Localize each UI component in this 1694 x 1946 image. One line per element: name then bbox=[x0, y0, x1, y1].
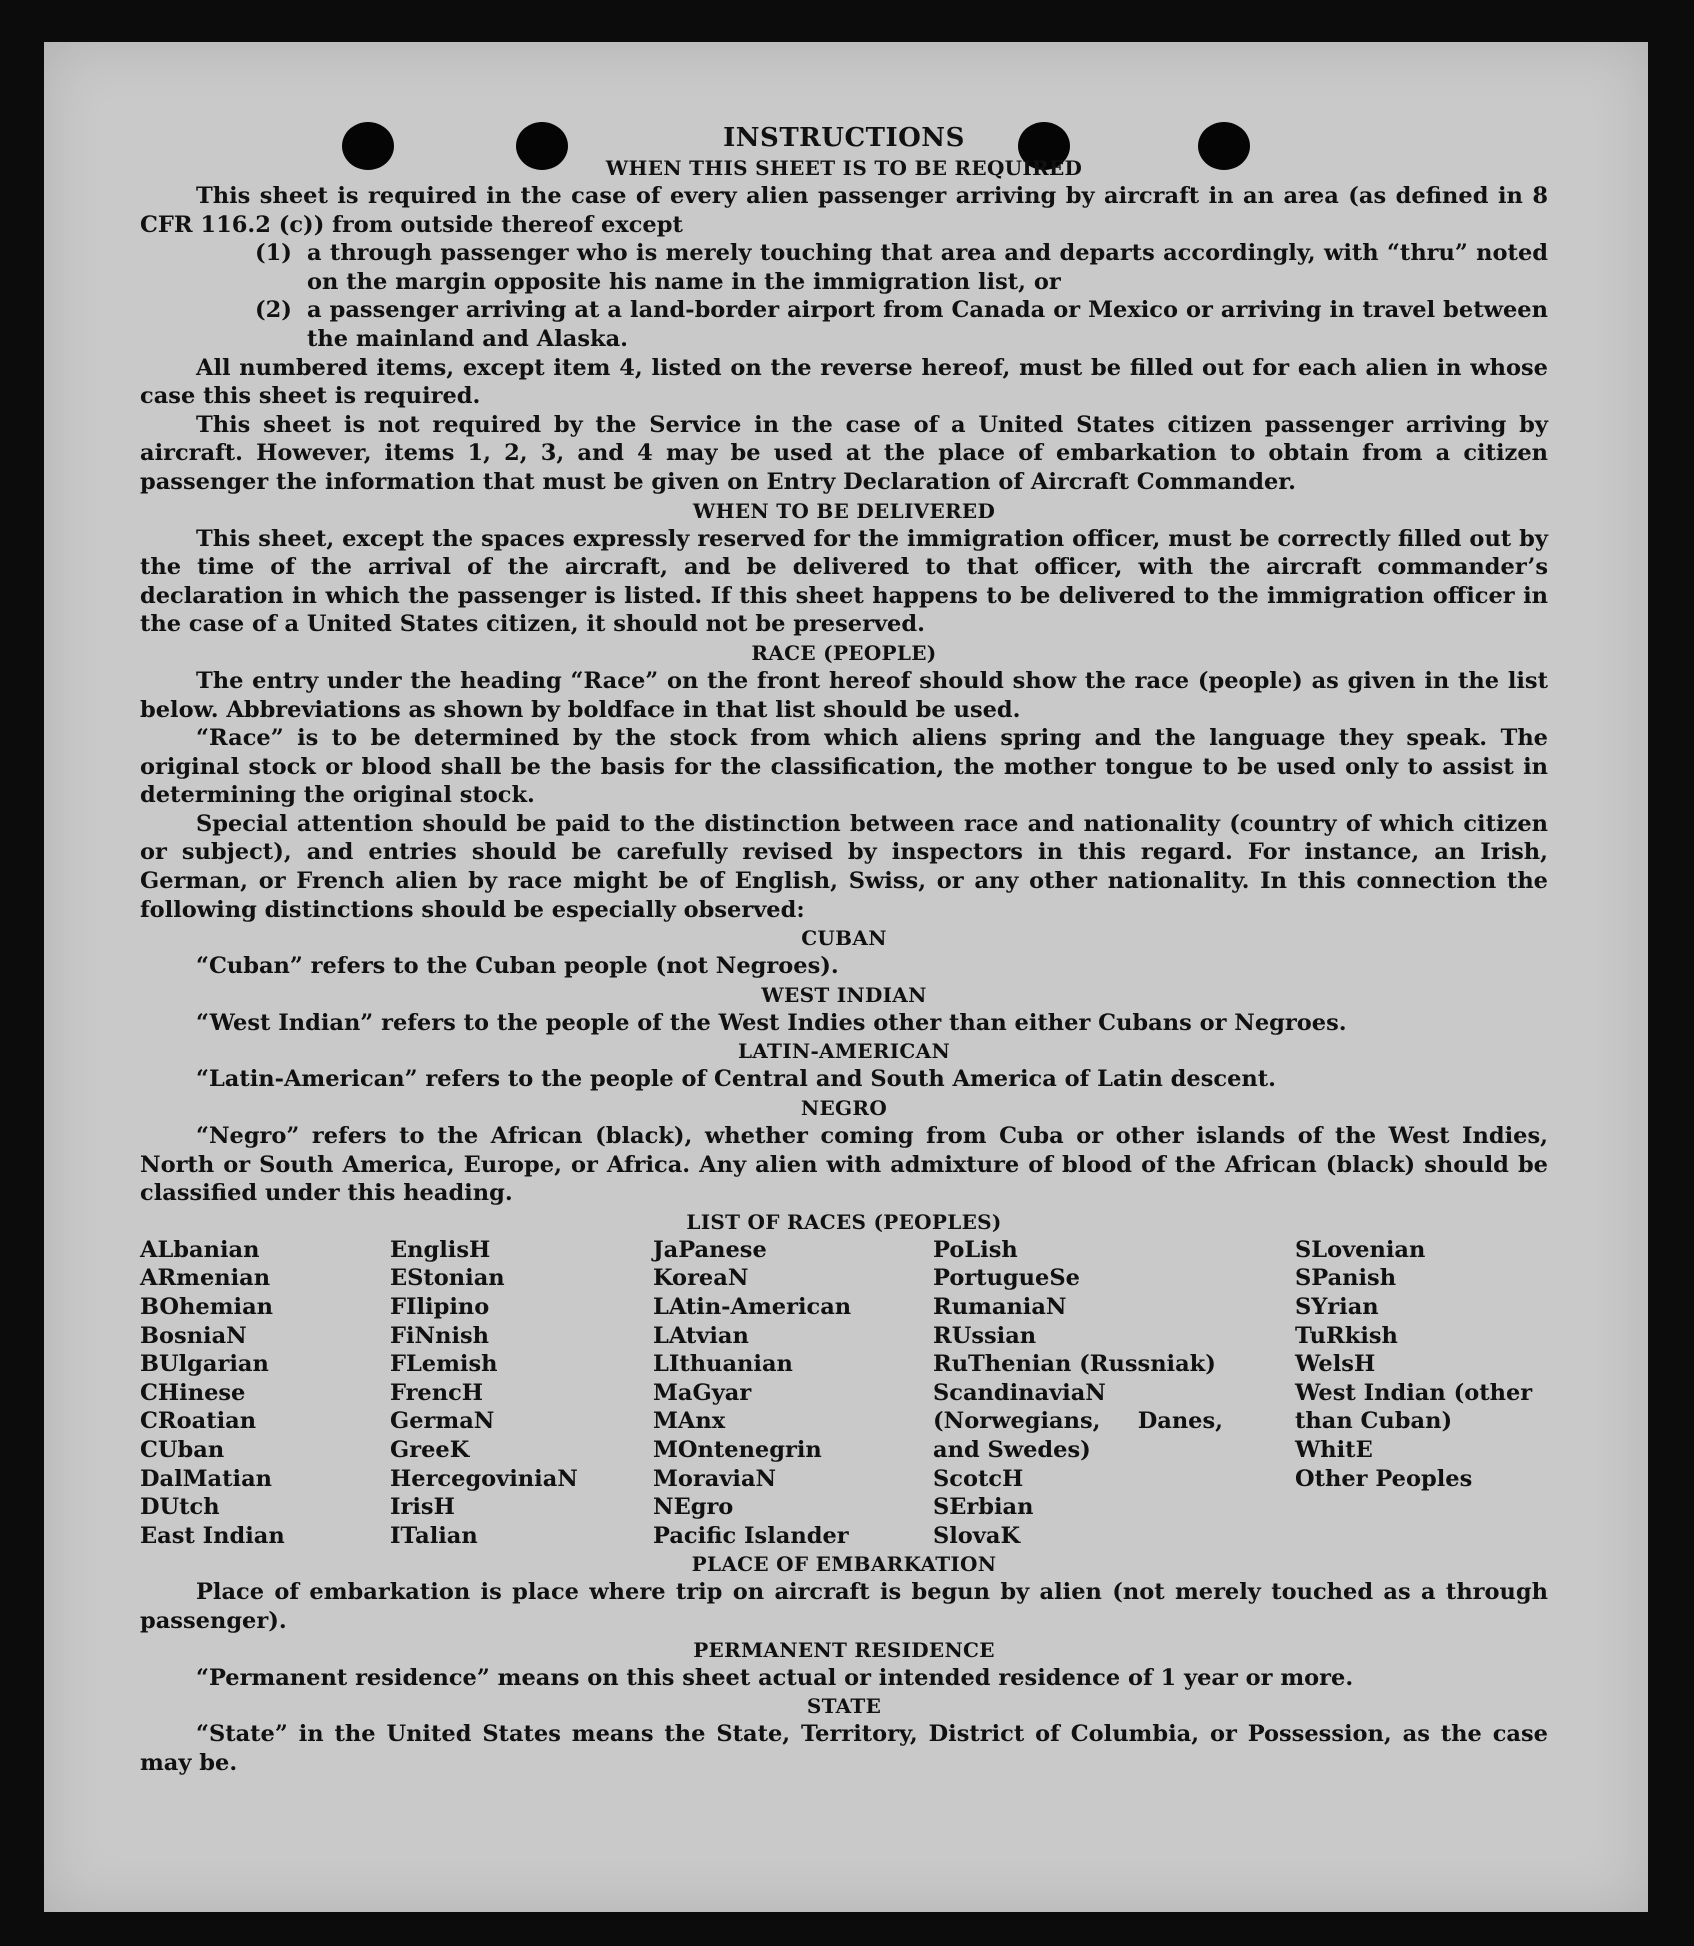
race-entry: JaPanese bbox=[653, 1236, 767, 1263]
race-paragraph: The entry under the heading “Race” on the front hereof should show the race (people) as given in the list below. Abbreviations as shown by boldface in that list should be used. bbox=[140, 667, 1548, 723]
races-column-1 bbox=[140, 1236, 390, 1551]
west-indian-definition: “West Indian” refers to the people of the West Indies other than either Cubans or Negroes. bbox=[196, 1009, 1347, 1036]
race-paragraph: Special attention should be paid to the distinction between race and nationality (country of which citizen or subject), and entries should be carefully revised by inspectors in this regard. For instance, an Irish, German, or French alien by race might be of English, Swiss, or any other nationality. In this connection the following distinctions should be especially observed: bbox=[140, 810, 1548, 923]
race-entry: PoLish bbox=[933, 1236, 1018, 1263]
section-heading-embarkation: PLACE OF EMBARKATION bbox=[691, 1552, 997, 1577]
exception-text: a passenger arriving at a land-border airport from Canada or Mexico or arriving in travel between the mainland and Alaska. bbox=[307, 297, 1548, 352]
negro-definition: “Negro” refers to the African (black), whether coming from Cuba or other islands of the West Indies, North or South America, Europe, or Africa. Any alien with admixture of blood of the African (black) should be classified under this heading. bbox=[140, 1123, 1548, 1207]
race-entry: SPanish bbox=[1295, 1265, 1397, 1292]
exception-text: a through passenger who is merely touching that area and departs accordingly, with “thru” noted on the margin opposite his name in the immigration list, or bbox=[307, 240, 1548, 295]
section-heading-required: WHEN THIS SHEET IS TO BE REQUIRED bbox=[605, 156, 1083, 180]
races-column-2 bbox=[390, 1236, 653, 1551]
cuban-definition: “Cuban” refers to the Cuban people (not Negroes). bbox=[196, 953, 839, 980]
race-entry: SLovenian bbox=[1295, 1236, 1426, 1263]
exception-item bbox=[140, 239, 1548, 296]
race-entry: ITalian bbox=[390, 1522, 478, 1549]
race-entry: LAtin-American bbox=[653, 1294, 852, 1320]
race-entry: East Indian bbox=[140, 1522, 285, 1549]
race-entry: SlovaK bbox=[933, 1522, 1021, 1549]
numbered-items-paragraph: All numbered items, except item 4, listed on the reverse hereof, must be filled out for each alien in whose case this sheet is required. bbox=[140, 354, 1548, 410]
races-column-4 bbox=[933, 1236, 1223, 1551]
page-title: INSTRUCTIONS bbox=[723, 123, 965, 153]
race-entry: RumaniaN bbox=[933, 1294, 1067, 1320]
race-entry: DUtch bbox=[140, 1494, 220, 1521]
race-entry: EnglisH bbox=[390, 1236, 491, 1263]
exception-number: (1) bbox=[255, 240, 292, 267]
race-entry: Pacific Islander bbox=[653, 1522, 849, 1549]
delivered-paragraph: This sheet, except the spaces expressly reserved for the immigration officer, must be correctly filled out by the time of the arrival of the aircraft, and be delivered to that officer, with the aircraft commander’s declaration in which the passenger is listed. If this sheet happens to be delivered to the immigration officer in the case of a United States citizen, it should not be preserved. bbox=[140, 525, 1548, 638]
race-entry: LIthuanian bbox=[653, 1351, 793, 1378]
race-entry: GermaN bbox=[390, 1408, 495, 1435]
race-entry: GreeK bbox=[390, 1436, 470, 1463]
race-entry: DalMatian bbox=[140, 1465, 273, 1492]
residence-definition: “Permanent residence” means on this sheet actual or intended residence of 1 year or more. bbox=[196, 1664, 1354, 1691]
race-entry: KoreaN bbox=[653, 1265, 749, 1292]
race-entry: RUssian bbox=[933, 1322, 1037, 1349]
latin-american-definition: “Latin-American” refers to the people of Central and South America of Latin descent. bbox=[196, 1066, 1276, 1093]
race-entry: CUban bbox=[140, 1436, 225, 1463]
race-entry: MoraviaN bbox=[653, 1465, 777, 1492]
section-heading-cuban: CUBAN bbox=[801, 926, 887, 951]
race-entry: NEgro bbox=[653, 1494, 734, 1521]
race-entry: Other Peoples bbox=[1295, 1465, 1473, 1492]
race-entry: ScandinaviaN (Norwegians, Danes, and Swedes) bbox=[933, 1379, 1223, 1463]
race-entry: MOntenegrin bbox=[653, 1436, 822, 1463]
race-entry: WhitE bbox=[1295, 1436, 1373, 1463]
section-heading-negro: NEGRO bbox=[800, 1096, 888, 1121]
races-column-3 bbox=[653, 1236, 933, 1551]
race-entry: IrisH bbox=[390, 1494, 455, 1521]
instructions-content bbox=[140, 122, 1548, 1777]
race-entry: ALbanian bbox=[140, 1236, 260, 1263]
section-heading-west-indian: WEST INDIAN bbox=[761, 982, 927, 1007]
race-entry: FiNnish bbox=[390, 1322, 490, 1349]
race-entry: BosniaN bbox=[140, 1322, 247, 1349]
race-entry: FIlipino bbox=[390, 1294, 490, 1320]
race-paragraph: “Race” is to be determined by the stock from which aliens spring and the language they speak. The original stock or blood shall be the basis for the classification, the mother tongue to be used only to assist in determining the original stock. bbox=[140, 725, 1548, 809]
section-heading-race: RACE (PEOPLE) bbox=[751, 640, 937, 665]
exception-number: (2) bbox=[255, 297, 292, 324]
race-entry: WelsH bbox=[1295, 1351, 1376, 1378]
race-entry: FrencH bbox=[390, 1379, 484, 1406]
race-entry: LAtvian bbox=[653, 1322, 749, 1349]
race-entry: BOhemian bbox=[140, 1294, 274, 1320]
citizen-paragraph: This sheet is not required by the Service in the case of a United States citizen passenger arriving by aircraft. However, items 1, 2, 3, and 4 may be used at the place of embarkation to obtain from a citizen passenger the information that must be given on Entry Declaration of Aircraft Commander. bbox=[140, 411, 1548, 495]
section-heading-list: LIST OF RACES (PEOPLES) bbox=[686, 1209, 1002, 1234]
exception-item bbox=[140, 296, 1548, 353]
race-entry: ARmenian bbox=[140, 1265, 271, 1292]
race-entry: SErbian bbox=[933, 1494, 1034, 1521]
section-heading-residence: PERMANENT RESIDENCE bbox=[693, 1637, 995, 1662]
race-entry: CHinese bbox=[140, 1379, 246, 1406]
section-heading-latin-american: LATIN-AMERICAN bbox=[737, 1039, 951, 1064]
race-entry: MAnx bbox=[653, 1408, 726, 1435]
required-paragraph: This sheet is required in the case of every alien passenger arriving by aircraft in an area (as defined in 8 CFR 116.2 (c)) from outside thereof except bbox=[140, 183, 1548, 238]
race-entry: HercegoviniaN bbox=[390, 1465, 578, 1492]
section-heading-delivered: WHEN TO BE DELIVERED bbox=[692, 498, 996, 523]
race-entry: West Indian (other than Cuban) bbox=[1295, 1379, 1533, 1435]
race-entry: CRoatian bbox=[140, 1408, 257, 1435]
race-entry: RuThenian (Russniak) bbox=[933, 1351, 1216, 1378]
races-list bbox=[140, 1236, 1548, 1551]
race-entry: SYrian bbox=[1295, 1294, 1379, 1320]
race-entry: TuRkish bbox=[1295, 1322, 1398, 1349]
race-entry: PortugueSe bbox=[933, 1265, 1080, 1292]
race-entry: MaGyar bbox=[653, 1379, 752, 1406]
state-definition: “State” in the United States means the State, Territory, District of Columbia, or Possession, as the case may be. bbox=[140, 1721, 1548, 1776]
race-entry: BUlgarian bbox=[140, 1351, 269, 1378]
races-column-5 bbox=[1295, 1236, 1548, 1551]
race-entry: ScotcH bbox=[933, 1465, 1024, 1492]
race-entry: EStonian bbox=[390, 1265, 505, 1292]
section-heading-state: STATE bbox=[806, 1694, 882, 1719]
race-entry: FLemish bbox=[390, 1351, 498, 1378]
embarkation-definition: Place of embarkation is place where trip on aircraft is begun by alien (not merely touched as a through passenger). bbox=[140, 1579, 1548, 1634]
